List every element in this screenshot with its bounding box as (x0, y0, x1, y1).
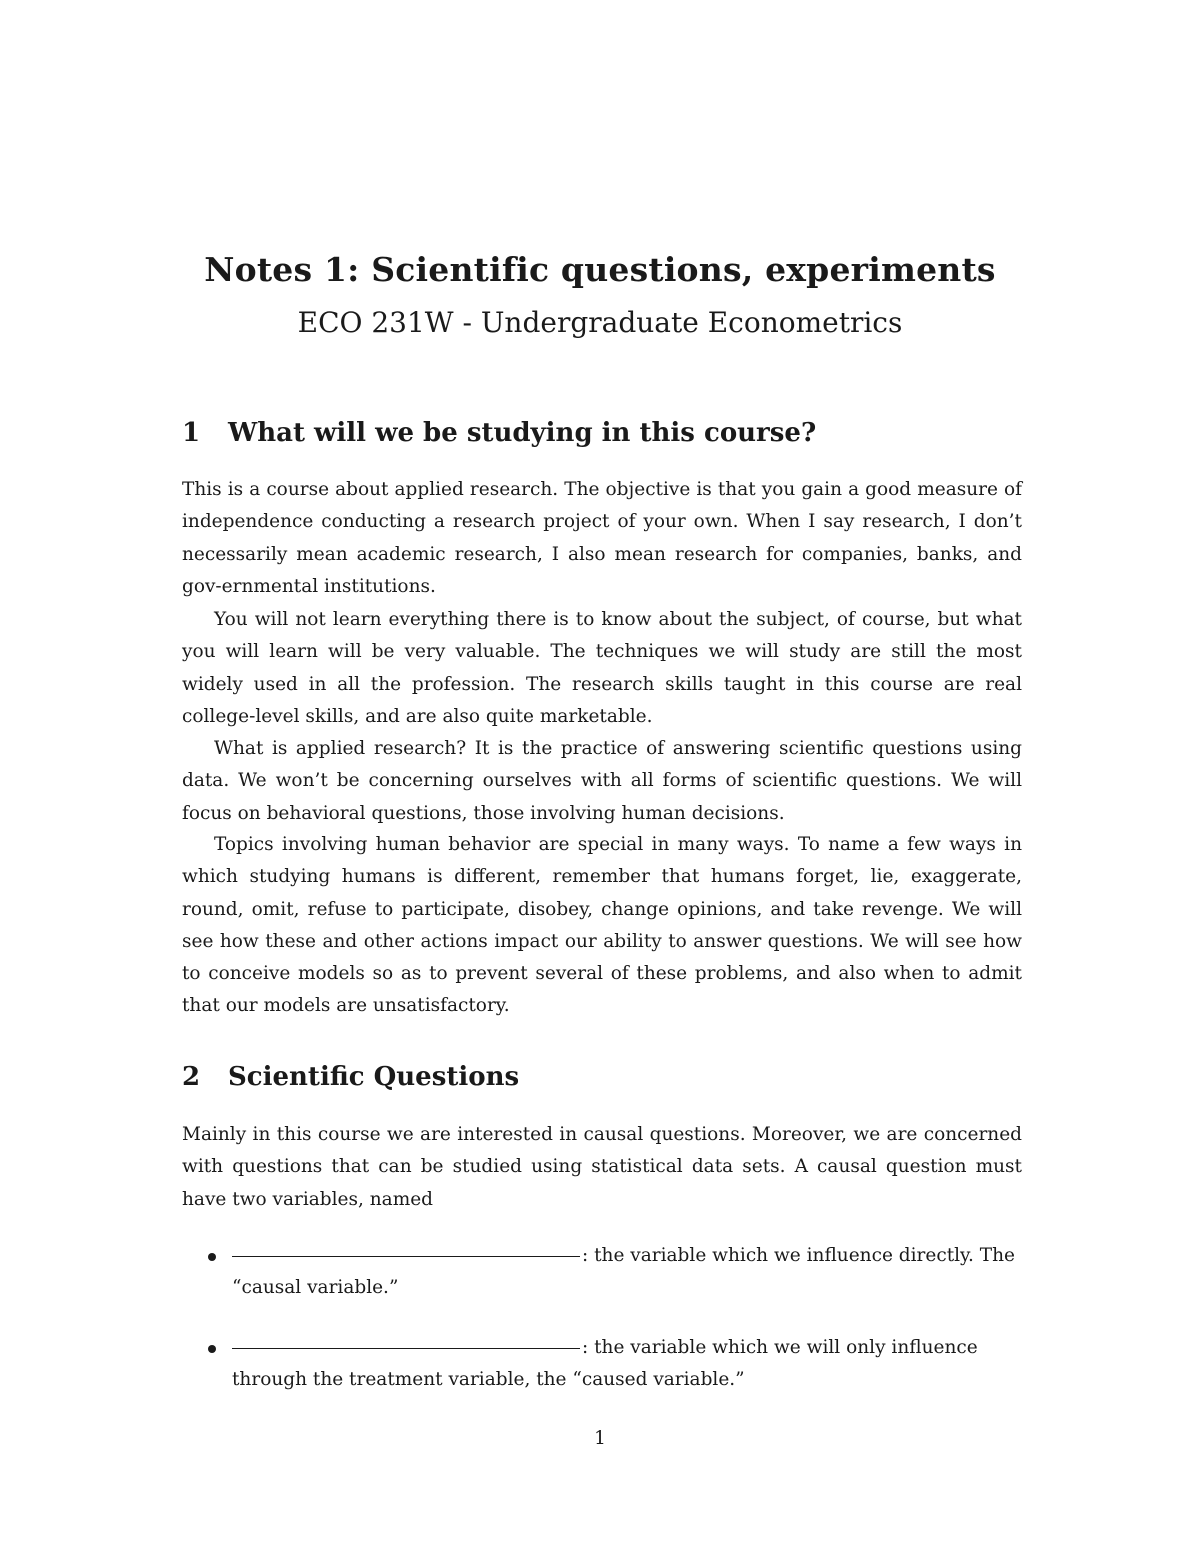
fill-in-blank-line (232, 1255, 580, 1257)
section-1-paragraph-1: This is a course about applied research. The objective is that you gain a good measure of independence conducting a research project of your own. When I say research, I don’t necessarily mean academic research, I also mean research for companies, banks, and gov-ernmental institutions. (182, 479, 1022, 597)
bullet-icon (208, 1253, 216, 1261)
section-2-number: 2 (182, 1062, 201, 1092)
section-1-paragraph-4: Topics involving human behavior are special in many ways. To name a few ways in which studying humans is different, remember that humans forget, lie, exaggerate, round, omit, refuse to participate, disobey, change opinions, and take revenge. We will see how these and other actions impact our ability to answer questions. We will see how to conceive models so as to prevent several of these problems, and also when to admit that our models are unsatisfactory. (182, 834, 1022, 1017)
section-1-paragraph-2: You will not learn everything there is to know about the subject, of course, but what you will learn will be very valuable. The techniques we will study are still the most widely used in all the profession. The research skills taught in this course are real college-level skills, and are also quite marketable. (182, 609, 1022, 727)
section-2-title: Scientific Questions (228, 1062, 520, 1092)
bullet-icon (208, 1345, 216, 1353)
list-item (208, 1240, 1048, 1305)
document-title: Notes 1: Scientific questions, experiments (204, 250, 996, 289)
document-subtitle: ECO 231W - Undergraduate Econometrics (297, 306, 903, 339)
section-1-number: 1 (182, 418, 201, 448)
fill-in-blank-line (232, 1347, 580, 1349)
list-item (208, 1332, 1048, 1397)
section-1-title: What will we be studying in this course? (228, 418, 817, 448)
page-number: 1 (594, 1428, 606, 1449)
section-2-paragraph-1: Mainly in this course we are interested in causal questions. Moreover, we are concerned with questions that can be studied using statistical data sets. A causal question must have two variables, named (182, 1124, 1022, 1210)
bullet-text: : the variable which we will only influence through the treatment variable, the “caused variable.” (232, 1337, 978, 1391)
section-1-heading (182, 418, 816, 448)
section-1-paragraph-3: What is applied research? It is the practice of answering scientific questions using data. We won’t be concerning ourselves with all forms of scientific questions. We will focus on behavioral questions, those involving human decisions. (182, 738, 1022, 824)
bullet-text: : the variable which we influence directly. The “causal variable.” (232, 1245, 1015, 1299)
section-2-heading (182, 1062, 519, 1092)
